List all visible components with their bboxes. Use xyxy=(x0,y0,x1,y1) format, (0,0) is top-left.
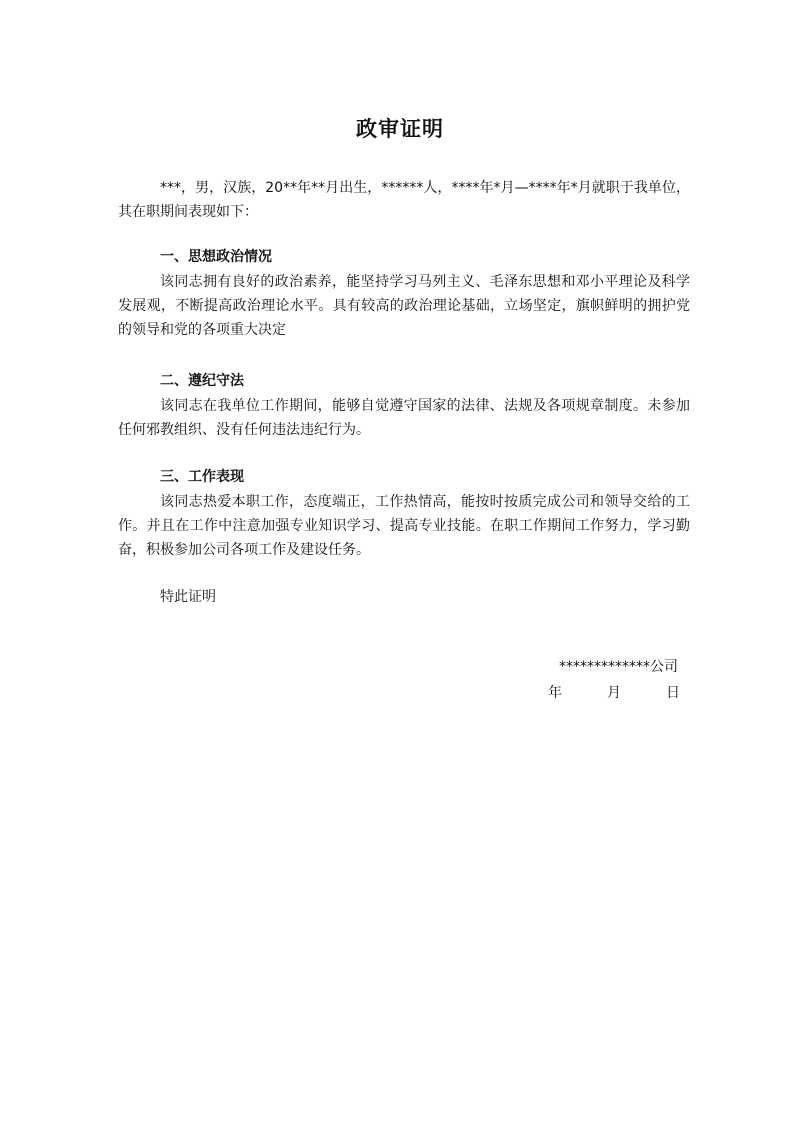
signature-date xyxy=(548,681,680,705)
intro-paragraph: ***，男，汉族，20**年**月出生，******人，****年*月—****年*月就职于我单位，其在职期间表现如下： xyxy=(118,180,690,220)
signature-company: *************公司 xyxy=(559,659,678,675)
section-body-performance: 该同志热爱本职工作，态度端正，工作热情高，能按时按质完成公司和领导交给的工作。并且在工作中注意加强专业知识学习、提高专业技能。在职工作期间工作努力，学习勤奋，积极参加公司各项工作及建设任务。 xyxy=(118,494,690,558)
date-month-label: 月 xyxy=(607,685,621,701)
date-year-label: 年 xyxy=(548,685,562,701)
section-heading-political: 一、思想政治情况 xyxy=(160,249,272,265)
section-heading-performance: 三、工作表现 xyxy=(160,469,244,485)
document-title: 政审证明 xyxy=(356,117,444,141)
date-day-label: 日 xyxy=(666,685,680,701)
section-body-discipline: 该同志在我单位工作期间，能够自觉遵守国家的法律、法规及各项规章制度。未参加任何邪教组织、没有任何违法违纪行为。 xyxy=(118,398,690,438)
section-body-political: 该同志拥有良好的政治素养，能坚持学习马列主义、毛泽东思想和邓小平理论及科学发展观，不断提高政治理论水平。具有较高的政治理论基础，立场坚定，旗帜鲜明的拥护党的领导和党的各项重大决定 xyxy=(118,274,690,338)
section-heading-discipline: 二、遵纪守法 xyxy=(160,373,244,389)
closing-statement: 特此证明 xyxy=(160,589,216,605)
